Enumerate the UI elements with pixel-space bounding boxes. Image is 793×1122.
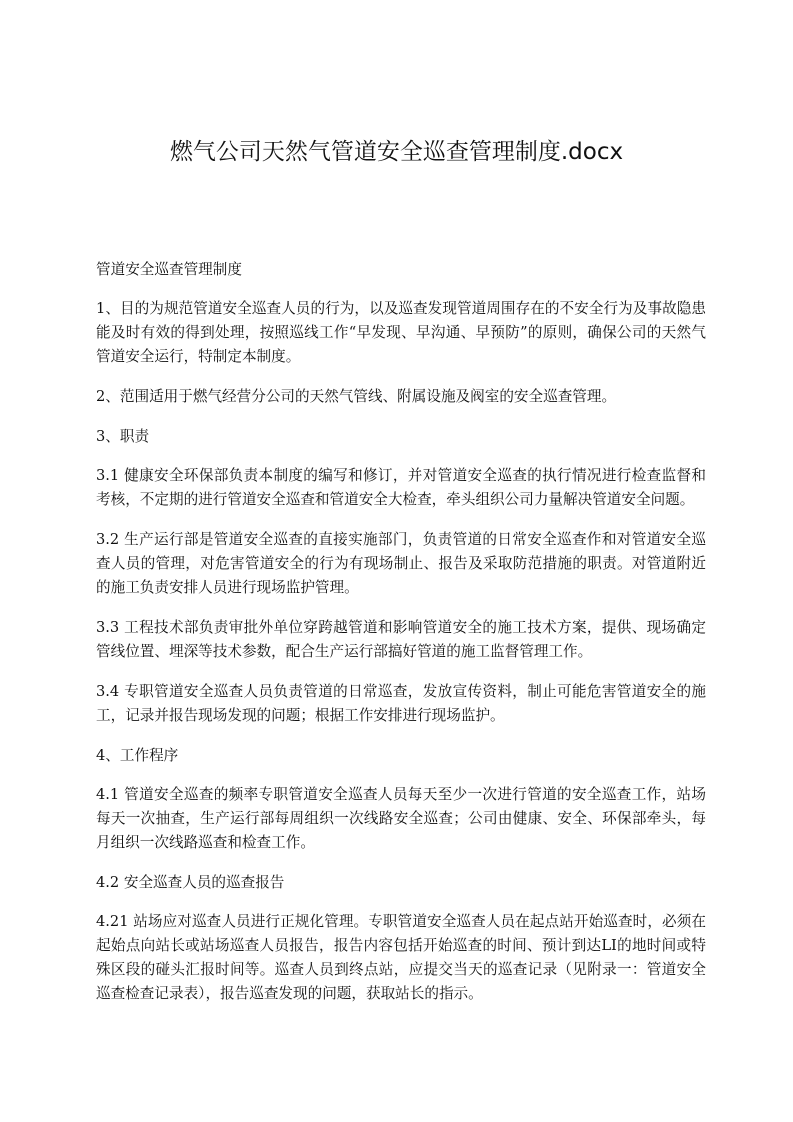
document-title: 燃气公司天然气管道安全巡查管理制度.docx xyxy=(169,139,624,165)
section-heading-responsibilities: 3、职责 xyxy=(96,428,150,445)
paragraph-3-3: 3.3 工程技术部负责审批外单位穿跨越管道和影响管道安全的施工技术方案，提供、现场确定管线位置、埋深等技术参数，配合生产运行部搞好管道的施工监督管理工作。 xyxy=(96,619,706,660)
section-heading: 管道安全巡查管理制度 xyxy=(96,261,242,278)
paragraph-4-2: 4.2 安全巡查人员的巡查报告 xyxy=(96,874,285,891)
paragraph-3-4: 3.4 专职管道安全巡查人员负责管道的日常巡查，发放宣传资料，制止可能危害管道安全的施工，记录并报告现场发现的问题；根据工作安排进行现场监护。 xyxy=(96,683,706,724)
document-body xyxy=(96,258,706,1022)
paragraph-3-2: 3.2 生产运行部是管道安全巡查的直接实施部门，负责管道的日常安全巡查作和对管道安全巡查人员的管理，对危害管道安全的行为有现场制止、报告及采取防范措施的职责。对管道附近的施工负责安排人员进行现场监护管理。 xyxy=(96,531,706,596)
paragraph-scope: 2、范围适用于燃气经营分公司的天然气管线、附属设施及阀室的安全巡查管理。 xyxy=(96,388,617,405)
paragraph-4-1: 4.1 管道安全巡查的频率专职管道安全巡查人员每天至少一次进行管道的安全巡查工作，站场每天一次抽查，生产运行部每周组织一次线路安全巡查；公司由健康、安全、环保部牵头，每月组织一次线路巡查和检查工作。 xyxy=(96,786,706,851)
section-heading-procedure: 4、工作程序 xyxy=(96,747,179,764)
paragraph-purpose: 1、目的为规范管道安全巡查人员的行为，以及巡查发现管道周围存在的不安全行为及事故隐患能及时有效的得到处理，按照巡线工作“早发现、早沟通、早预防”的原则，确保公司的天然气管道安全运行，特制定本制度。 xyxy=(96,300,706,365)
paragraph-3-1: 3.1 健康安全环保部负责本制度的编写和修订，并对管道安全巡查的执行情况进行检查监督和考核，不定期的进行管道安全巡查和管道安全大检查，牵头组织公司力量解决管道安全问题。 xyxy=(96,467,706,508)
paragraph-4-21: 4.21 站场应对巡查人员进行正规化管理。专职管道安全巡查人员在起点站开始巡查时，必须在起始点向站长或站场巡查人员报告，报告内容包括开始巡查的时间、预计到达LI的地时间或特殊区段的碰头汇报时间等。巡查人员到终点站，应提交当天的巡查记录（见附录一：管道安全巡查检查记录表），报告巡查发现的问题，获取站长的指示。 xyxy=(96,913,706,1002)
